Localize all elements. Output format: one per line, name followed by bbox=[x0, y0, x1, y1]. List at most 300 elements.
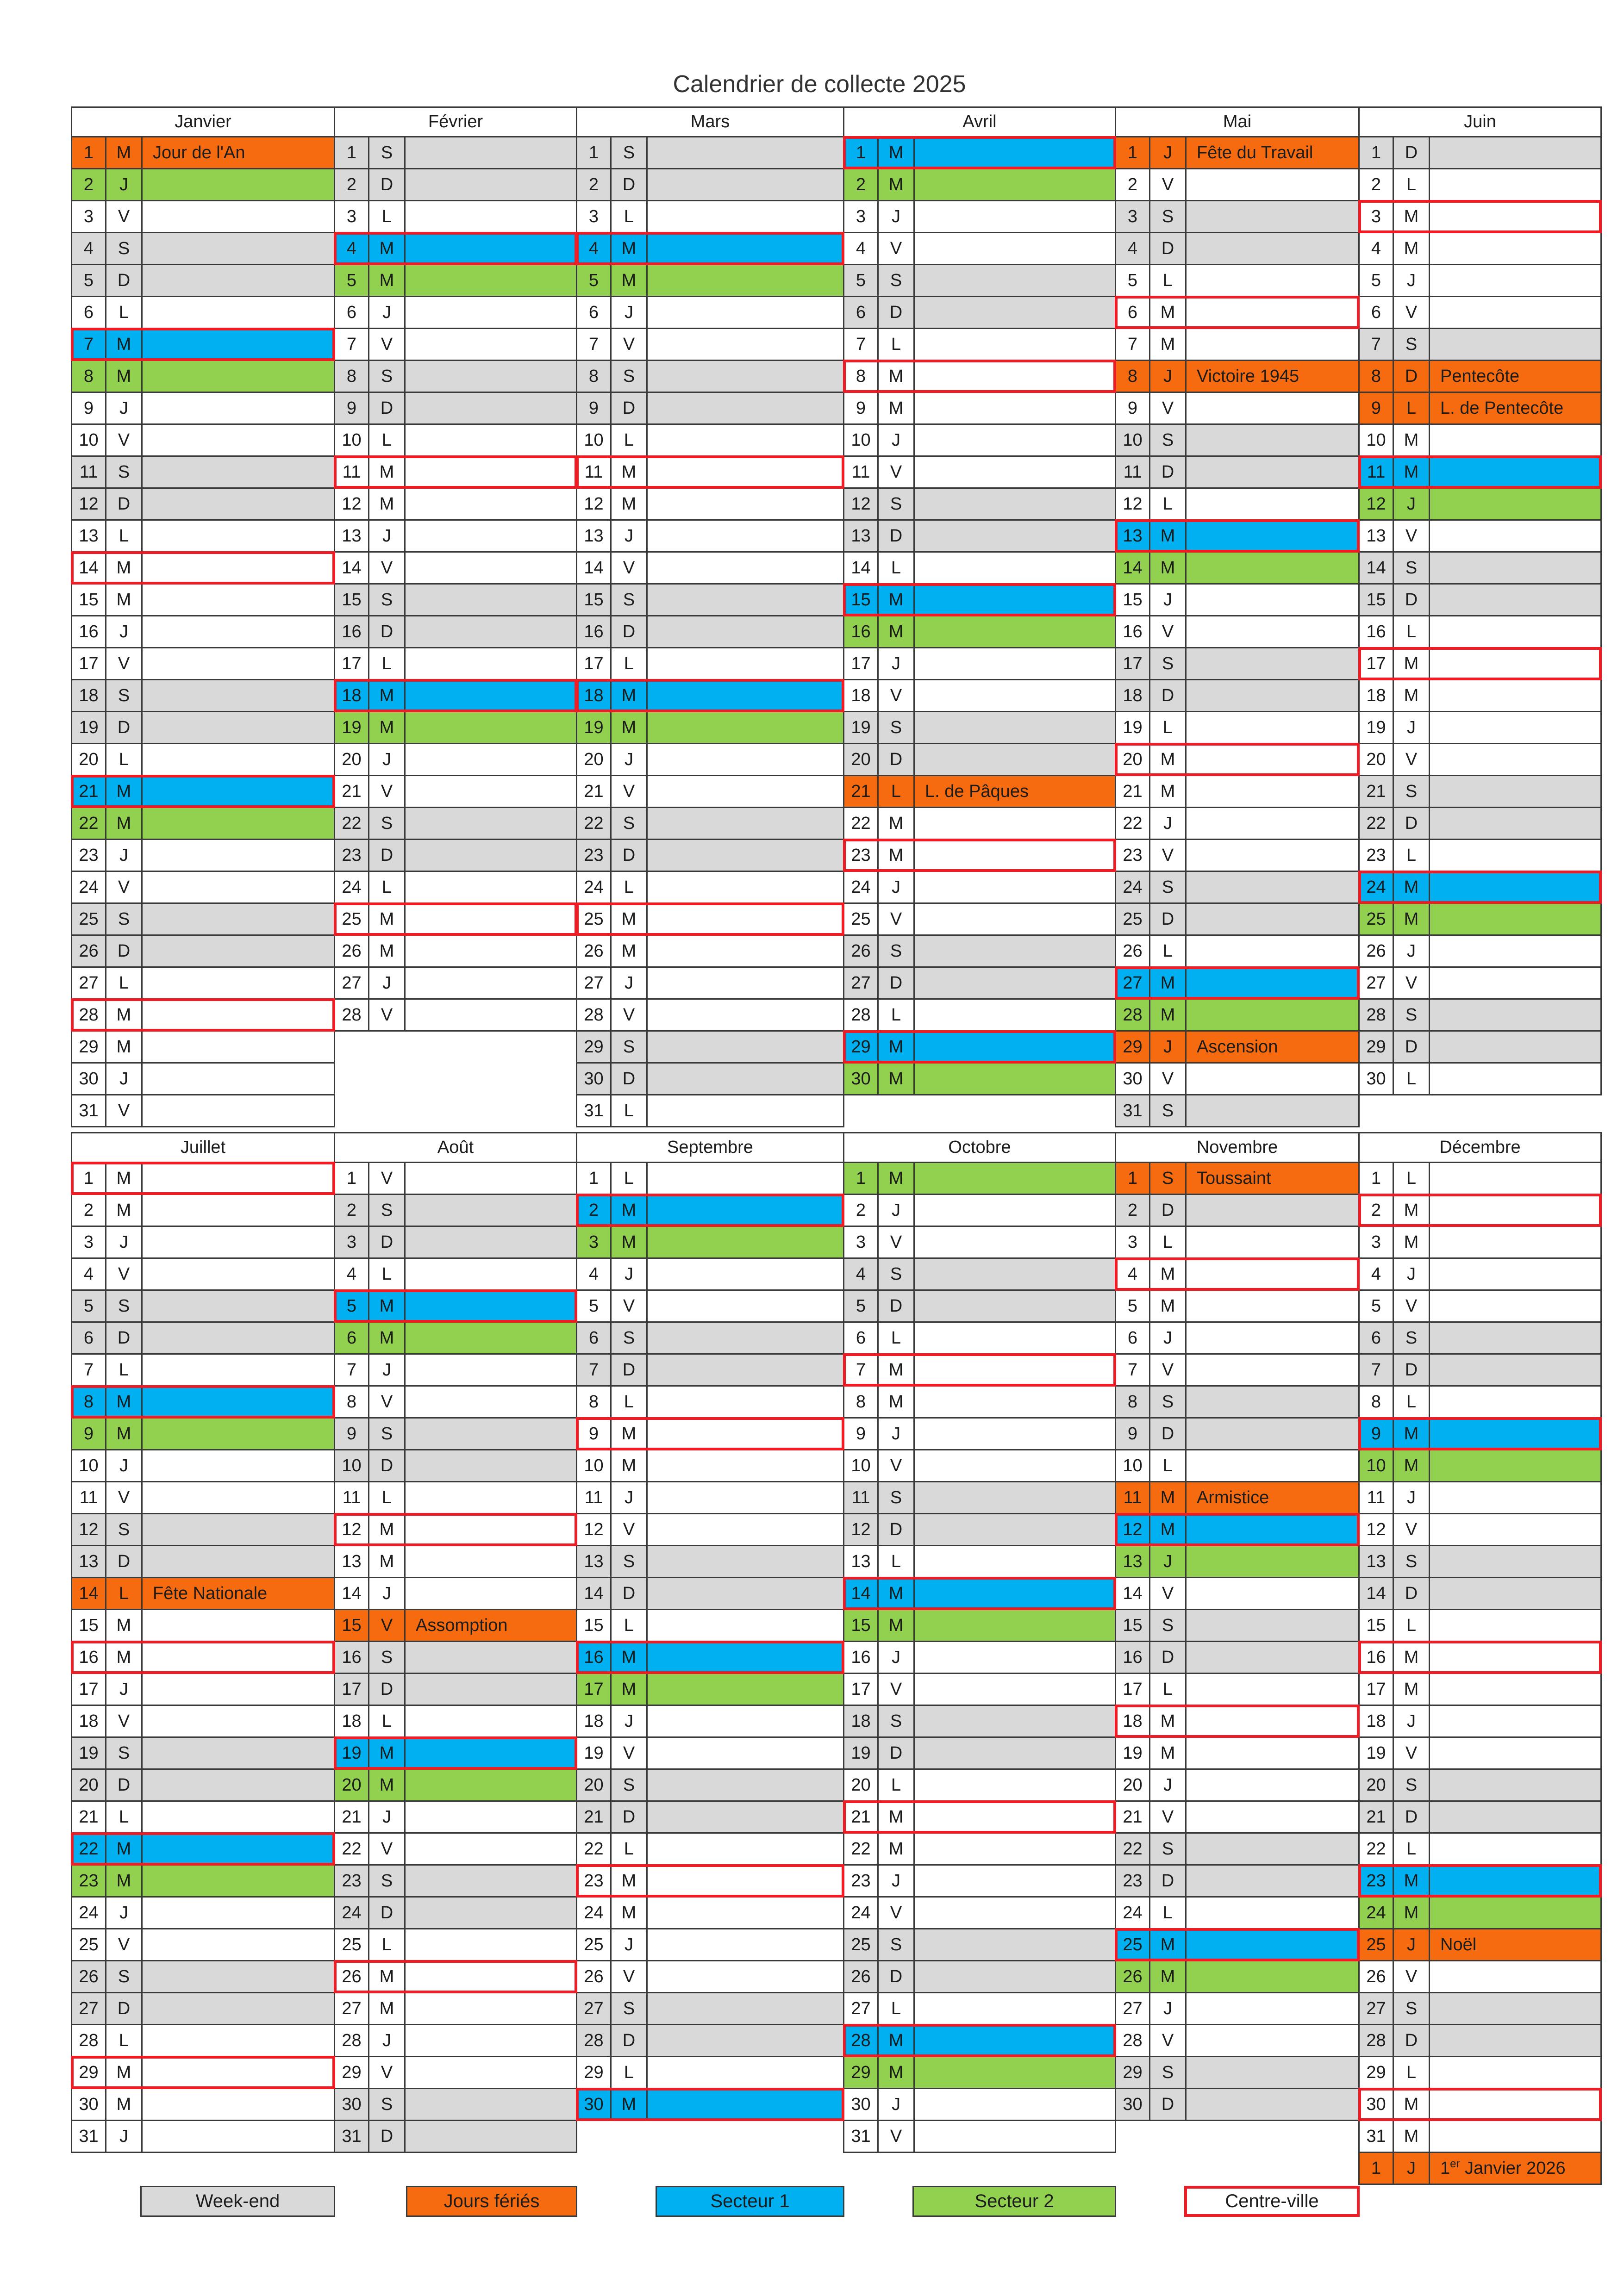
weekday-letter: D bbox=[1394, 137, 1430, 169]
day-number: 8 bbox=[843, 361, 879, 393]
day-label-cell bbox=[406, 1163, 577, 1195]
weekday-letter: V bbox=[1150, 1064, 1187, 1095]
weekday-letter: S bbox=[106, 1291, 143, 1323]
day-row bbox=[334, 489, 577, 521]
day-row bbox=[71, 265, 335, 297]
day-label-cell bbox=[915, 585, 1116, 616]
weekday-letter: M bbox=[1150, 521, 1187, 553]
day-row bbox=[576, 1642, 844, 1674]
day-label-cell bbox=[648, 1450, 844, 1482]
day-number: 9 bbox=[334, 1419, 369, 1450]
day-number: 8 bbox=[1115, 1387, 1150, 1419]
weekday-letter: S bbox=[369, 137, 406, 169]
weekday-letter: S bbox=[106, 233, 143, 265]
month-janvier bbox=[71, 106, 335, 1127]
day-row bbox=[334, 201, 577, 233]
weekday-letter: V bbox=[1394, 968, 1430, 1000]
day-number: 9 bbox=[843, 393, 879, 425]
day-label-cell bbox=[1430, 1163, 1602, 1195]
weekday-letter: V bbox=[369, 776, 406, 808]
day-row bbox=[843, 1419, 1116, 1450]
day-row bbox=[843, 1291, 1116, 1323]
day-label-cell bbox=[1187, 1706, 1360, 1738]
day-row bbox=[71, 425, 335, 457]
day-label-cell bbox=[406, 1546, 577, 1578]
weekday-letter: J bbox=[1150, 808, 1187, 840]
weekday-letter: S bbox=[612, 361, 648, 393]
day-number: 18 bbox=[1358, 680, 1394, 712]
day-number: 27 bbox=[1115, 968, 1150, 1000]
day-label-cell bbox=[915, 1000, 1116, 1032]
day-number: 1 bbox=[1358, 2153, 1394, 2185]
day-number: 25 bbox=[71, 1929, 106, 1961]
day-number: 24 bbox=[334, 1898, 369, 1929]
day-label-cell bbox=[648, 712, 844, 744]
weekday-letter: J bbox=[879, 1642, 915, 1674]
weekday-letter: M bbox=[612, 1227, 648, 1259]
day-number: 27 bbox=[1358, 968, 1394, 1000]
weekday-letter: M bbox=[1394, 425, 1430, 457]
day-row bbox=[1358, 1259, 1602, 1291]
day-row bbox=[1115, 265, 1360, 297]
day-row bbox=[576, 1834, 844, 1866]
day-number: 9 bbox=[71, 1419, 106, 1450]
weekday-letter: J bbox=[1150, 1032, 1187, 1064]
day-label-cell bbox=[915, 1642, 1116, 1674]
weekday-letter: S bbox=[369, 1866, 406, 1898]
day-label-cell bbox=[143, 616, 335, 648]
day-number: 30 bbox=[576, 2089, 612, 2121]
month-juillet bbox=[71, 1132, 335, 2153]
day-number: 13 bbox=[1358, 1546, 1394, 1578]
day-row bbox=[71, 1259, 335, 1291]
day-number: 7 bbox=[1115, 1355, 1150, 1387]
day-label-cell bbox=[143, 1355, 335, 1387]
day-number: 16 bbox=[1358, 616, 1394, 648]
weekday-letter: J bbox=[1394, 712, 1430, 744]
month-header: Novembre bbox=[1115, 1132, 1360, 1163]
day-row bbox=[1115, 1032, 1360, 1064]
day-row bbox=[1358, 425, 1602, 457]
day-number: 16 bbox=[843, 616, 879, 648]
day-row bbox=[1115, 1993, 1360, 2025]
day-row bbox=[71, 1000, 335, 1032]
weekday-letter: J bbox=[612, 968, 648, 1000]
day-label-cell bbox=[915, 1578, 1116, 1610]
day-label-cell bbox=[1430, 744, 1602, 776]
day-number: 12 bbox=[1115, 489, 1150, 521]
day-label-cell bbox=[648, 201, 844, 233]
day-label-cell bbox=[648, 425, 844, 457]
day-label-cell bbox=[915, 1961, 1116, 1993]
weekday-letter: V bbox=[1394, 521, 1430, 553]
day-number: 4 bbox=[71, 1259, 106, 1291]
day-label-cell bbox=[1187, 1195, 1360, 1227]
weekday-letter: V bbox=[1394, 744, 1430, 776]
day-label-cell bbox=[915, 521, 1116, 553]
day-label-cell bbox=[1430, 265, 1602, 297]
day-number: 25 bbox=[1115, 904, 1150, 936]
day-number: 16 bbox=[576, 1642, 612, 1674]
day-label-cell bbox=[1430, 1482, 1602, 1514]
weekday-letter: L bbox=[369, 872, 406, 904]
weekday-letter: S bbox=[612, 808, 648, 840]
day-label-cell bbox=[915, 553, 1116, 585]
day-number: 16 bbox=[1115, 1642, 1150, 1674]
weekday-letter: M bbox=[369, 1323, 406, 1355]
day-number: 2 bbox=[843, 1195, 879, 1227]
weekday-letter: L bbox=[879, 329, 915, 361]
day-label-cell bbox=[143, 1227, 335, 1259]
day-row bbox=[1358, 712, 1602, 744]
day-row bbox=[576, 808, 844, 840]
weekday-letter: M bbox=[879, 1834, 915, 1866]
weekday-letter: D bbox=[1394, 1032, 1430, 1064]
weekday-letter: S bbox=[106, 904, 143, 936]
weekday-letter: S bbox=[369, 1195, 406, 1227]
day-label-cell bbox=[648, 1738, 844, 1770]
day-label-cell bbox=[1187, 393, 1360, 425]
day-number: 23 bbox=[1358, 840, 1394, 872]
day-row bbox=[71, 840, 335, 872]
day-row bbox=[576, 393, 844, 425]
day-number: 19 bbox=[1358, 712, 1394, 744]
day-label-cell bbox=[648, 648, 844, 680]
day-number: 11 bbox=[71, 1482, 106, 1514]
day-row bbox=[1115, 1323, 1360, 1355]
day-number: 15 bbox=[1115, 1610, 1150, 1642]
day-number: 21 bbox=[71, 776, 106, 808]
weekday-letter: J bbox=[1394, 1482, 1430, 1514]
month-decembre bbox=[1358, 1132, 1602, 2185]
day-row bbox=[71, 968, 335, 1000]
day-label-cell bbox=[143, 1095, 335, 1127]
day-number: 5 bbox=[1358, 1291, 1394, 1323]
day-row bbox=[576, 1482, 844, 1514]
day-row bbox=[843, 968, 1116, 1000]
day-label-cell bbox=[143, 1738, 335, 1770]
day-number: 6 bbox=[576, 1323, 612, 1355]
day-number: 5 bbox=[1358, 265, 1394, 297]
day-number: 1 bbox=[1358, 1163, 1394, 1195]
day-number: 3 bbox=[71, 1227, 106, 1259]
day-number: 28 bbox=[843, 2025, 879, 2057]
day-label-cell bbox=[648, 1482, 844, 1514]
day-row bbox=[843, 1706, 1116, 1738]
day-label-cell bbox=[406, 361, 577, 393]
day-label-cell bbox=[915, 1450, 1116, 1482]
day-row bbox=[843, 1546, 1116, 1578]
day-row bbox=[843, 1642, 1116, 1674]
day-row bbox=[334, 1866, 577, 1898]
weekday-letter: M bbox=[612, 1642, 648, 1674]
day-row bbox=[1115, 1802, 1360, 1834]
weekday-letter: S bbox=[1150, 425, 1187, 457]
day-number: 31 bbox=[71, 2121, 106, 2153]
day-label-cell bbox=[143, 1323, 335, 1355]
day-row bbox=[843, 1993, 1116, 2025]
day-row bbox=[71, 1802, 335, 1834]
weekday-letter: V bbox=[369, 1163, 406, 1195]
day-label-cell bbox=[406, 1961, 577, 1993]
day-label-cell bbox=[406, 1291, 577, 1323]
day-number: 23 bbox=[843, 840, 879, 872]
day-row bbox=[71, 1450, 335, 1482]
day-label-cell bbox=[406, 1898, 577, 1929]
day-number: 14 bbox=[334, 1578, 369, 1610]
day-number: 5 bbox=[71, 265, 106, 297]
day-label-cell bbox=[915, 265, 1116, 297]
day-label-cell bbox=[1430, 1387, 1602, 1419]
day-label-cell bbox=[1430, 1259, 1602, 1291]
weekday-letter: M bbox=[1150, 553, 1187, 585]
day-label-cell bbox=[1430, 1546, 1602, 1578]
weekday-letter: L bbox=[106, 1578, 143, 1610]
day-label-cell bbox=[648, 776, 844, 808]
day-row bbox=[334, 169, 577, 201]
day-row bbox=[576, 521, 844, 553]
weekday-letter: S bbox=[1150, 201, 1187, 233]
weekday-letter: J bbox=[369, 297, 406, 329]
day-label-cell bbox=[1430, 1227, 1602, 1259]
day-number: 21 bbox=[1358, 1802, 1394, 1834]
day-label-cell bbox=[648, 1259, 844, 1291]
day-number: 9 bbox=[334, 393, 369, 425]
weekday-letter: L bbox=[106, 1802, 143, 1834]
weekday-letter: J bbox=[879, 648, 915, 680]
legend-centre-ville: Centre-ville bbox=[1184, 2186, 1360, 2217]
day-label-cell bbox=[1430, 1802, 1602, 1834]
holiday-label-rest: Janvier 2026 bbox=[1460, 2159, 1566, 2178]
weekday-letter: M bbox=[106, 1419, 143, 1450]
day-number: 17 bbox=[1115, 648, 1150, 680]
day-row bbox=[576, 329, 844, 361]
day-row bbox=[1358, 1834, 1602, 1866]
day-row bbox=[843, 1227, 1116, 1259]
day-number: 22 bbox=[843, 808, 879, 840]
weekday-letter: V bbox=[1150, 1802, 1187, 1834]
day-row bbox=[843, 393, 1116, 425]
weekday-letter: V bbox=[879, 1450, 915, 1482]
day-row bbox=[334, 1195, 577, 1227]
day-number: 7 bbox=[334, 1355, 369, 1387]
weekday-letter: D bbox=[612, 1578, 648, 1610]
day-row bbox=[843, 1514, 1116, 1546]
weekday-letter: V bbox=[1394, 297, 1430, 329]
day-row bbox=[1358, 2057, 1602, 2089]
weekday-letter: L bbox=[1394, 1387, 1430, 1419]
day-row bbox=[1115, 169, 1360, 201]
day-number: 2 bbox=[1358, 1195, 1394, 1227]
day-label-cell bbox=[406, 712, 577, 744]
day-row bbox=[843, 1259, 1116, 1291]
day-row bbox=[71, 904, 335, 936]
day-number: 20 bbox=[1358, 744, 1394, 776]
weekday-letter: M bbox=[1394, 1674, 1430, 1706]
day-number: 9 bbox=[576, 393, 612, 425]
day-label-cell bbox=[143, 553, 335, 585]
weekday-letter: D bbox=[879, 1738, 915, 1770]
day-label-cell bbox=[648, 1610, 844, 1642]
day-row bbox=[334, 1323, 577, 1355]
day-label-cell bbox=[1187, 1610, 1360, 1642]
weekday-letter: L bbox=[106, 968, 143, 1000]
day-row bbox=[71, 169, 335, 201]
day-row bbox=[1115, 425, 1360, 457]
weekday-letter: M bbox=[369, 936, 406, 968]
day-number: 25 bbox=[576, 904, 612, 936]
day-row bbox=[334, 553, 577, 585]
day-row bbox=[843, 1770, 1116, 1802]
day-label-cell bbox=[915, 361, 1116, 393]
weekday-letter: M bbox=[1394, 1419, 1430, 1450]
day-row bbox=[334, 680, 577, 712]
day-row bbox=[334, 361, 577, 393]
day-row bbox=[1115, 1450, 1360, 1482]
weekday-letter: D bbox=[1150, 1866, 1187, 1898]
weekday-letter: J bbox=[879, 201, 915, 233]
day-label-cell bbox=[1430, 968, 1602, 1000]
weekday-letter: D bbox=[879, 1291, 915, 1323]
day-label-cell bbox=[1430, 1064, 1602, 1095]
day-label-cell bbox=[1430, 1610, 1602, 1642]
day-label-cell bbox=[648, 968, 844, 1000]
weekday-letter: D bbox=[879, 297, 915, 329]
day-number: 18 bbox=[1358, 1706, 1394, 1738]
day-number: 10 bbox=[1115, 1450, 1150, 1482]
weekday-letter: J bbox=[1394, 1929, 1430, 1961]
day-row bbox=[334, 1674, 577, 1706]
day-number: 17 bbox=[1358, 1674, 1394, 1706]
day-row bbox=[1115, 2057, 1360, 2089]
day-row bbox=[576, 361, 844, 393]
day-row bbox=[576, 1259, 844, 1291]
day-row bbox=[1115, 680, 1360, 712]
day-row bbox=[576, 1323, 844, 1355]
day-row bbox=[843, 489, 1116, 521]
weekday-letter: J bbox=[1394, 489, 1430, 521]
day-row bbox=[1358, 1802, 1602, 1834]
day-label-cell bbox=[1430, 872, 1602, 904]
day-row bbox=[334, 233, 577, 265]
day-number: 3 bbox=[576, 201, 612, 233]
day-number: 19 bbox=[334, 712, 369, 744]
weekday-letter: M bbox=[879, 1163, 915, 1195]
weekday-letter: M bbox=[1394, 872, 1430, 904]
day-label-cell bbox=[915, 1064, 1116, 1095]
day-row bbox=[1115, 1770, 1360, 1802]
weekday-letter: M bbox=[612, 1898, 648, 1929]
day-label-cell bbox=[915, 393, 1116, 425]
day-number: 30 bbox=[71, 2089, 106, 2121]
day-row bbox=[334, 137, 577, 169]
day-row bbox=[1358, 361, 1602, 393]
weekday-letter: L bbox=[369, 1259, 406, 1291]
day-number: 29 bbox=[1115, 2057, 1150, 2089]
day-label-cell bbox=[406, 1770, 577, 1802]
day-row bbox=[1115, 201, 1360, 233]
day-number: 13 bbox=[576, 521, 612, 553]
day-row bbox=[334, 297, 577, 329]
day-number: 23 bbox=[576, 840, 612, 872]
weekday-letter: D bbox=[106, 936, 143, 968]
weekday-letter: V bbox=[1394, 1514, 1430, 1546]
day-row bbox=[71, 1064, 335, 1095]
day-number: 6 bbox=[71, 1323, 106, 1355]
day-label-cell bbox=[648, 1355, 844, 1387]
weekday-letter: J bbox=[106, 840, 143, 872]
day-row bbox=[1358, 1642, 1602, 1674]
weekday-letter: L bbox=[1394, 616, 1430, 648]
day-row bbox=[843, 2121, 1116, 2153]
weekday-letter: L bbox=[879, 776, 915, 808]
day-row bbox=[1115, 776, 1360, 808]
weekday-letter: M bbox=[106, 137, 143, 169]
weekday-letter: M bbox=[1394, 904, 1430, 936]
day-label-cell bbox=[915, 489, 1116, 521]
day-number: 6 bbox=[1358, 1323, 1394, 1355]
day-number: 15 bbox=[71, 1610, 106, 1642]
weekday-letter: M bbox=[369, 712, 406, 744]
weekday-letter: M bbox=[1150, 329, 1187, 361]
month-header: Février bbox=[334, 106, 577, 137]
day-row bbox=[843, 872, 1116, 904]
weekday-letter: V bbox=[879, 1227, 915, 1259]
day-number: 13 bbox=[334, 1546, 369, 1578]
day-row bbox=[334, 1610, 577, 1642]
day-row bbox=[334, 1514, 577, 1546]
day-label-cell bbox=[1187, 585, 1360, 616]
day-number: 4 bbox=[71, 233, 106, 265]
day-number: 4 bbox=[576, 1259, 612, 1291]
day-row bbox=[843, 2025, 1116, 2057]
day-row bbox=[334, 393, 577, 425]
weekday-letter: M bbox=[1150, 968, 1187, 1000]
day-row bbox=[1358, 904, 1602, 936]
weekday-letter: M bbox=[1150, 1929, 1187, 1961]
day-label-cell bbox=[1430, 1355, 1602, 1387]
day-number: 11 bbox=[576, 1482, 612, 1514]
weekday-letter: J bbox=[1150, 1770, 1187, 1802]
weekday-letter: M bbox=[1394, 1450, 1430, 1482]
legend-weekend: Week-end bbox=[140, 2186, 335, 2217]
day-number: 5 bbox=[576, 1291, 612, 1323]
weekday-letter: V bbox=[612, 1738, 648, 1770]
weekday-letter: L bbox=[369, 201, 406, 233]
weekday-letter: L bbox=[1150, 489, 1187, 521]
day-row bbox=[1358, 616, 1602, 648]
day-number: 12 bbox=[334, 489, 369, 521]
day-number: 15 bbox=[334, 1610, 369, 1642]
day-row bbox=[71, 744, 335, 776]
day-label-cell bbox=[406, 936, 577, 968]
day-number: 26 bbox=[576, 1961, 612, 1993]
weekday-letter: J bbox=[1394, 1706, 1430, 1738]
day-number: 29 bbox=[576, 1032, 612, 1064]
day-row bbox=[576, 457, 844, 489]
day-number: 24 bbox=[843, 1898, 879, 1929]
day-row bbox=[1358, 1291, 1602, 1323]
day-row bbox=[1115, 1706, 1360, 1738]
weekday-letter: L bbox=[612, 648, 648, 680]
day-row bbox=[576, 1866, 844, 1898]
day-row bbox=[1358, 137, 1602, 169]
day-row bbox=[334, 1546, 577, 1578]
weekday-letter: M bbox=[1394, 1642, 1430, 1674]
weekday-letter: S bbox=[612, 1323, 648, 1355]
day-number: 21 bbox=[334, 1802, 369, 1834]
day-row bbox=[576, 904, 844, 936]
